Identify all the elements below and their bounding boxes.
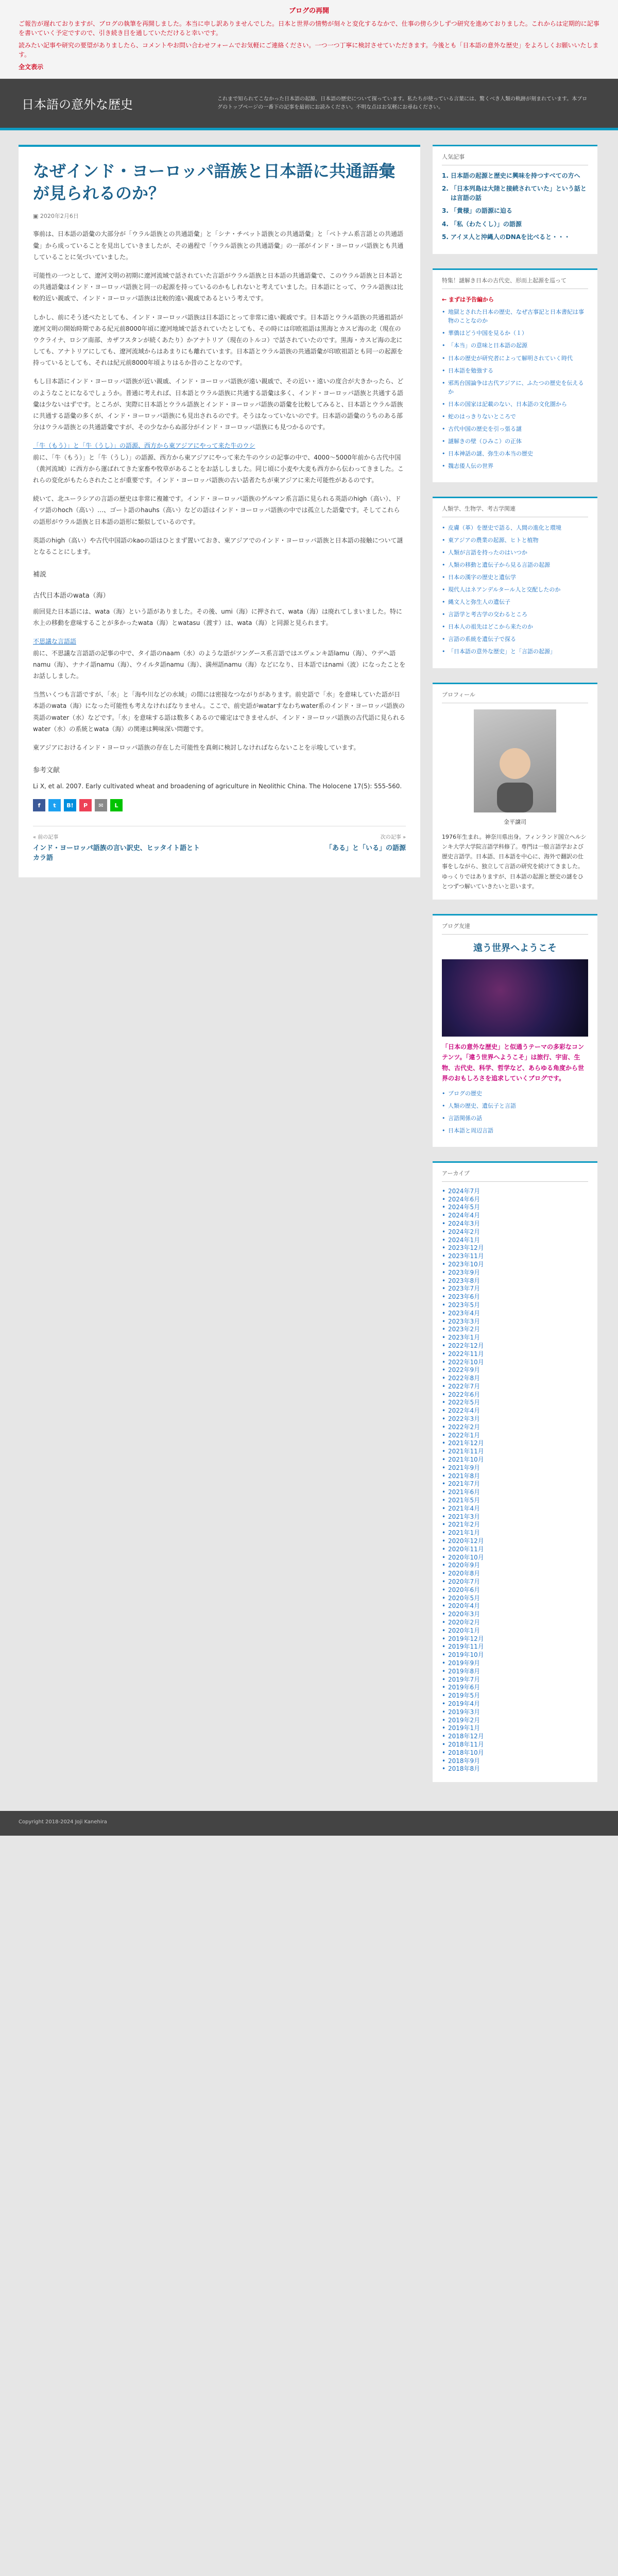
archive-item[interactable] (442, 1448, 588, 1455)
link-list (442, 1089, 588, 1135)
archive-item-link[interactable]: 2019年1月 (448, 1724, 480, 1732)
archive-item[interactable] (442, 1318, 588, 1326)
archive-item[interactable] (442, 1399, 588, 1406)
share-button[interactable]: B! (64, 799, 76, 811)
archive-item[interactable] (442, 1636, 588, 1643)
paragraph: もし日本語にインド・ヨーロッパ語族が近い親戚、インド・ヨーロッパ語族が遠い親戚で、その近い・遠いの度合が大きかったら、どのようなことになるでしょうか。普通に考えれば、日本語とウラル語族に共通する語彙は多く、インド・ヨーロッパ語族と共通する語彙は少ないはずです。ところが、実際に日本語とウラル語族とインド・ヨーロッパ語族の語彙を比較してみると、日本語とウラル語族に共通する語彙の多くが、インド・ヨーロッパ語族にも見出されるのです。そうはなっていないのです。日本語の語彙のうちのある部分はウラル語族との共通語彙ですが、その少なからぬ部分がインド・ヨーロッパ語族にも見つかるのです。 (33, 378, 404, 431)
archive-item[interactable] (442, 1237, 588, 1244)
archive-item-link[interactable]: 2019年11月 (448, 1643, 484, 1651)
archive-item[interactable] (442, 1326, 588, 1333)
widget-title: 特集！謎解き日本の古代史、形而上起源を巡って (442, 276, 588, 289)
paragraph-with-link (33, 636, 406, 682)
archive-item[interactable] (442, 1603, 588, 1610)
archive-item[interactable] (442, 1530, 588, 1537)
section-heading: 補説 (33, 571, 47, 579)
archive-item[interactable] (442, 1261, 588, 1268)
archive-item[interactable] (442, 1416, 588, 1423)
archive-item[interactable] (442, 1351, 588, 1358)
archive-item-link[interactable]: 2020年6月 (448, 1586, 480, 1594)
share-buttons (33, 799, 406, 811)
archive-item-link[interactable]: 2022年12月 (448, 1342, 484, 1349)
category-item-link[interactable]: 言語の系統を遺伝子で探る (448, 636, 516, 643)
archive-item[interactable] (442, 1766, 588, 1773)
recommend-item-link[interactable]: 謎解きの壁（ひみこ）の正体 (448, 437, 522, 445)
category-item[interactable] (442, 622, 588, 631)
popular-rank: 5. (442, 233, 449, 241)
archive-item[interactable] (442, 1725, 588, 1732)
recommend-item[interactable] (442, 329, 588, 337)
paragraph: 前に、「牛（もう）」と「牛（うし）」の語源、西方から東アジアにやって来た牛のウシの記事の中で、4000〜5000年前から古代中国（黄河流域）に西方から運ばれてきた家畜や牧草があることをお話ししました。同じ頃に小麦や大麦も西方から伝わってきました。これらの変化がもたらされたことが重要です。インド・ヨーロッパ語族の古い話者たちが東アジアに来た可能性があるのです。 (33, 453, 404, 484)
paragraph: 事前は、日本語の語彙の大部分が「ウラル語族との共通語彙」と「シナ・チベット語族との共通語彙」と「ベトナム系言語との共通語彙」から成っていることを見出していきましたが、その過程で「ウラル語族との共通語彙」の一部がインド・ヨーロッパ語族とも共通していることに気づいていました。 (33, 230, 404, 261)
recommend-item-link[interactable]: 華僑はどう中国を見るか（１） (448, 330, 527, 337)
reference: Li X, et al. 2007. Early cultivated wheat and broadening of agriculture in Neolithic China. The Holocene 17(5): 555-560. (33, 783, 402, 790)
archive-item-link[interactable]: 2022年8月 (448, 1375, 480, 1382)
archive-item-link[interactable]: 2021年11月 (448, 1448, 484, 1455)
archive-item[interactable] (442, 1440, 588, 1447)
archive-item[interactable] (442, 1701, 588, 1708)
friend-link-item[interactable] (442, 1126, 588, 1135)
archive-item-link[interactable]: 2021年12月 (448, 1439, 484, 1447)
archive-item[interactable] (442, 1343, 588, 1350)
clock-icon: ▣ (33, 213, 40, 220)
archive-item[interactable] (442, 1676, 588, 1684)
paragraph: 可能性の一つとして、遼河文明の初期に遼河流域で話されていた言語がウラル語族と日本語の共通語彙で、このウラル語族と日本語との共通語彙はインド・ヨーロッパ語族と同一の起源を持っているのかもしれないと考えていました。日本語にとって、ウラル語族は比較的近い親戚で、インド・ヨーロッパ語族は比較的遠い親戚であるという考えです。 (33, 272, 403, 302)
profile-bio: 1976年生まれ。神奈川県出身。フィンランド国立ヘルシンキ大学大学院言語学科修了。専門は一般言語学および歴史言語学。日本語、日本語を中心に、海外で翻訳の仕事をしながら、独立して言語の研究を続けてきました。ゆっくりではありますが、日本語の起源と歴史の謎をひとつずつ解いていきたいと思います。 (442, 833, 587, 890)
category-item[interactable] (442, 561, 588, 569)
post-body (33, 228, 406, 792)
category-item[interactable] (442, 573, 588, 582)
category-item-link[interactable]: 人類が言語を持ったのはいつか (448, 549, 527, 556)
archive-item[interactable] (442, 1611, 588, 1618)
article (19, 145, 420, 877)
recommend-item-link[interactable]: 魏志倭人伝の世界 (448, 462, 493, 469)
archive-item[interactable] (442, 1692, 588, 1700)
archive-item[interactable] (442, 1684, 588, 1691)
galaxy-image[interactable] (442, 959, 588, 1037)
archive-item[interactable] (442, 1456, 588, 1464)
archive-item[interactable] (442, 1302, 588, 1309)
category-item-link[interactable]: 皮膚（革）を歴史で語る、人間の進化と環境 (448, 524, 561, 531)
archive-item-link[interactable]: 2024年5月 (448, 1204, 480, 1211)
archive-item[interactable] (442, 1212, 588, 1219)
archive-item-link[interactable]: 2024年7月 (448, 1187, 480, 1195)
archive-item-link[interactable]: 2022年10月 (448, 1358, 484, 1366)
friend-link-item-link[interactable]: 人類の歴史、遺伝子と言語 (448, 1102, 516, 1109)
archive-item-link[interactable]: 2023年6月 (448, 1293, 480, 1301)
archive-item-link[interactable]: 2020年2月 (448, 1619, 480, 1626)
archive-item-link[interactable]: 2021年10月 (448, 1456, 484, 1464)
archive-item[interactable] (442, 1668, 588, 1675)
next-post[interactable] (325, 833, 406, 862)
archive-item-link[interactable]: 2020年12月 (448, 1537, 484, 1545)
archive-item[interactable] (442, 1709, 588, 1716)
archive-item-link[interactable]: 2019年4月 (448, 1700, 480, 1707)
archive-item-link[interactable]: 2020年1月 (448, 1626, 480, 1634)
archive-item-link[interactable]: 2022年11月 (448, 1350, 484, 1358)
popular-item[interactable] (442, 172, 588, 180)
archive-item-link[interactable]: 2019年2月 (448, 1716, 480, 1724)
category-item-link[interactable]: 人類の移動と遺伝子から見る言語の起源 (448, 562, 550, 569)
category-item[interactable] (442, 610, 588, 619)
notice-more-link[interactable]: 全文表示 (19, 63, 44, 71)
archive-item-link[interactable]: 2022年9月 (448, 1366, 480, 1374)
archive-item-link[interactable]: 2022年4月 (448, 1407, 480, 1415)
category-item[interactable] (442, 647, 588, 656)
archive-item-link[interactable]: 2023年9月 (448, 1268, 480, 1276)
share-button[interactable]: L (110, 799, 123, 811)
archive-item-link[interactable]: 2024年2月 (448, 1228, 480, 1235)
archive-item-link[interactable]: 2022年2月 (448, 1423, 480, 1431)
category-item[interactable] (442, 585, 588, 594)
recommend-list (442, 308, 588, 470)
archive-item-link[interactable]: 2018年9月 (448, 1757, 480, 1765)
archive-item[interactable] (442, 1643, 588, 1651)
archive-item-link[interactable]: 2021年8月 (448, 1472, 480, 1480)
category-item-link[interactable]: 日本人の祖先はどこから来たのか (448, 623, 533, 631)
popular-rank: 3. (442, 207, 449, 215)
archive-item[interactable] (442, 1562, 588, 1569)
archive-item[interactable] (442, 1424, 588, 1431)
sub-heading: 古代日本語のwata（海） (33, 592, 110, 600)
post-navigation (33, 826, 406, 862)
archive-item-link[interactable]: 2019年9月 (448, 1659, 480, 1667)
category-item-link[interactable]: 東アジアの農業の起源、ヒトと植物 (448, 537, 539, 544)
share-button[interactable]: f (33, 799, 45, 811)
archive-item[interactable] (442, 1392, 588, 1399)
site-title[interactable]: 日本語の意外な歴史 (22, 97, 133, 112)
archive-item[interactable] (442, 1652, 588, 1659)
archive-item-link[interactable]: 2020年3月 (448, 1611, 480, 1618)
references-heading: 参考文献 (33, 767, 60, 775)
notice-text: 読みたい記事や研究の要望がありましたら、コメントやお問い合わせフォームでお気軽にご連絡ください。一つ一つ丁寧に検討させていただきます。今後とも「日本語の意外な歴史」をよろしくお願いいたします。 (19, 42, 599, 58)
share-button[interactable]: P (79, 799, 92, 811)
archive-item-link[interactable]: 2019年10月 (448, 1651, 484, 1659)
archive-item-link[interactable]: 2024年3月 (448, 1219, 480, 1227)
archive-item[interactable] (442, 1285, 588, 1293)
archive-item-link[interactable]: 2019年5月 (448, 1692, 480, 1700)
archive-item[interactable] (442, 1733, 588, 1740)
widget-title: プロフィール (442, 690, 588, 703)
archive-item-link[interactable]: 2024年4月 (448, 1212, 480, 1219)
popular-link[interactable]: 日本語の起源と歴史に興味を持つすべての方へ (450, 172, 580, 179)
recommend-item[interactable] (442, 449, 588, 458)
archive-item[interactable] (442, 1196, 588, 1204)
recommend-item-link[interactable]: 古代中国の歴史を引っ張る謎 (448, 425, 522, 432)
archive-item[interactable] (442, 1408, 588, 1415)
archive-item[interactable] (442, 1489, 588, 1496)
paragraph: 当然いくつも言語ですが、「水」と「海や川などの水域」の間には密接なつながりがあります。前史語で「水」を意味していた語が日本語のwata（海）になった可能性も考えなければなりません。ここで、前史語がwatarすなわちwater系のインド・ヨーロッパ語族の英語のwater（水）などです。「水」を意味する語は数多くあるので確定はできませんが、インド・ヨーロッパ語族の古代語に見られるwater（水）の系統とwata（海）の関連は興味深い問題です。 (33, 691, 405, 733)
archive-item-link[interactable]: 2020年9月 (448, 1562, 480, 1569)
friend-link-item[interactable] (442, 1089, 588, 1098)
archive-item[interactable] (442, 1269, 588, 1277)
archive-item-link[interactable]: 2019年12月 (448, 1635, 484, 1642)
notice-banner (0, 0, 618, 79)
paragraph: しかし、前にそう述べたとしても、インド・ヨーロッパ語族は日本語にとって非常に遠い親戚です。日本語とウラル語族の共通祖語が遼河文明の開始時期である紀元前8000年頃に遼河地域で話されていたとしても、その時には印欧祖語は黒海とカスピ海の北（現在のウクライナ、ロシア南部、カザフスタンが続くあたり）かアナトリア（現在のトルコ）で話されていたのです。黒海・カスピ海の北にしても、アナトリアにしても、遼河流域からはあまりにも離れています。日本語とウラル語族の共通語彙が印欧祖語とも同一の起源を持っているとしても、それは紀元前8000年頃よりはるか昔のことなのです。 (33, 313, 403, 367)
archive-item[interactable] (442, 1473, 588, 1480)
prev-label: « 前の記事 (33, 835, 59, 841)
archive-item[interactable] (442, 1375, 588, 1382)
recommend-item-link[interactable]: 日本の国家は記載のない、日本語の文化圏から (448, 400, 567, 408)
archive-item[interactable] (442, 1628, 588, 1635)
category-item-link[interactable]: 現代人はネアンデルタール人と交配したのか (448, 586, 561, 594)
paragraph: 英語のhigh（高い）や古代中国語のkaoの語はひとまず置いておき、東アジアでのインド・ヨーロッパ語族と日本語の接触について謎となることにします。 (33, 536, 403, 555)
recommend-item[interactable] (442, 400, 588, 409)
archive-item-link[interactable]: 2021年2月 (448, 1521, 480, 1529)
archive-item[interactable] (442, 1554, 588, 1562)
archive-item[interactable] (442, 1359, 588, 1366)
archive-item-link[interactable]: 2022年3月 (448, 1415, 480, 1423)
next-label: 次の記事 » (380, 835, 406, 841)
archive-item-link[interactable]: 2023年2月 (448, 1326, 480, 1333)
archive-item-link[interactable]: 2022年6月 (448, 1391, 480, 1398)
archive-item-link[interactable]: 2018年11月 (448, 1740, 484, 1748)
category-item-link[interactable]: 「日本語の意外な歴史」と「言語の起源」 (448, 648, 556, 655)
popular-item[interactable] (442, 233, 588, 242)
notice-text: ご報告が遅れておりますが、ブログの執筆を再開しました。本当に申し訳ありませんでした。日本と世界の情勢が刻々と変化するなかで、仕事の傍ら少しずつ研究を進めておりました。これからは定期的に記事を書いていく予定ですので、引き続き目を通していただけると幸いです。 (19, 20, 599, 37)
archive-item-link[interactable]: 2023年3月 (448, 1317, 480, 1325)
archive-item-link[interactable]: 2023年5月 (448, 1301, 480, 1309)
recommend-item[interactable] (442, 366, 588, 375)
popular-widget (433, 145, 597, 254)
article-link[interactable]: 「牛（もう）」と「牛（うし）」の語源、西方から東アジアにやって来た牛のウシ (33, 442, 255, 450)
archive-item[interactable] (442, 1278, 588, 1285)
paragraph: 続いて、北ユーラシアの言語の歴史は非常に複雑です。インド・ヨーロッパ語族のゲルマン系言語に見られる英語のhigh（高い）、ドイツ語のhoch（高い）…、ゴート語のhauhs（高い）などの語はインド・ヨーロッパ語族の中では孤立した語彙です。そしてこれらの語形がウラル語族と日本語の語形に類似しているのです。 (33, 495, 401, 526)
archive-item-link[interactable]: 2021年4月 (448, 1504, 480, 1512)
notice-title: ブログの再開 (288, 7, 329, 15)
profile-photo (474, 709, 556, 812)
share-button[interactable]: ✉ (95, 799, 107, 811)
category-widget (433, 497, 597, 668)
archive-item[interactable] (442, 1245, 588, 1252)
archive-item-link[interactable]: 2023年11月 (448, 1252, 484, 1260)
post-title: なぜインド・ヨーロッパ語族と日本語に共通語彙が見られるのか？ (33, 161, 396, 204)
friend-link-item-link[interactable]: 言語関係の話 (448, 1114, 482, 1122)
popular-rank: 1. (442, 172, 449, 179)
category-item[interactable] (442, 548, 588, 557)
popular-link[interactable]: 「私（わたくし）」の語源 (450, 220, 522, 228)
popular-item[interactable] (442, 184, 588, 202)
archive-item-link[interactable]: 2018年12月 (448, 1733, 484, 1740)
recommend-item[interactable] (442, 412, 588, 421)
archive-item-link[interactable]: 2020年5月 (448, 1594, 480, 1602)
recommend-item-link[interactable]: 日本神話の謎、弥生の本当の歴史 (448, 450, 533, 457)
site-header (0, 79, 618, 130)
widget-title: ブログ友達 (442, 922, 588, 935)
archive-item[interactable] (442, 1521, 588, 1529)
archive-list (442, 1188, 588, 1773)
recommend-item[interactable] (442, 437, 588, 446)
archive-item[interactable] (442, 1595, 588, 1602)
friend-blog-text: 「日本の意外な歴史」と似通うテーマの多彩なコンテンツ。「違う世界へようこそ」は旅行、宇宙、生物、古代史、科学、哲学など、あらゆる角度から世界のおもしろさを追求していくブログです。 (442, 1043, 585, 1082)
copyright: Copyright 2018-2024 Joji Kanehira (19, 1819, 107, 1825)
widget-title: アーカイブ (442, 1169, 588, 1182)
widget-title: 人類学、生物学、考古学関連 (442, 504, 588, 517)
archive-item-link[interactable]: 2021年5月 (448, 1497, 480, 1504)
archive-item-link[interactable]: 2021年9月 (448, 1464, 480, 1471)
prev-title[interactable]: インド・ヨーロッパ語族の言い訳史、ヒッタイト語とトカラ語 (33, 844, 200, 862)
site-footer (0, 1811, 618, 1836)
popular-item[interactable] (442, 207, 588, 215)
archive-item-link[interactable]: 2020年7月 (448, 1578, 480, 1586)
sidebar (433, 145, 597, 1797)
archive-item[interactable] (442, 1587, 588, 1594)
archive-item-link[interactable]: 2024年1月 (448, 1236, 480, 1244)
archive-item-link[interactable]: 2023年12月 (448, 1244, 484, 1252)
archive-item[interactable] (442, 1294, 588, 1301)
popular-item[interactable] (442, 220, 588, 229)
friend-blog-title[interactable]: 遠う世界へようこそ (473, 943, 557, 954)
archive-item-link[interactable]: 2018年10月 (448, 1749, 484, 1756)
archive-item-link[interactable]: 2020年10月 (448, 1553, 484, 1561)
recommend-widget (433, 268, 597, 482)
category-item-link[interactable]: 縄文人と弥生人の遺伝子 (448, 599, 510, 606)
archive-item-link[interactable]: 2022年7月 (448, 1382, 480, 1390)
category-item-link[interactable]: 言語学と考古学の交わるところ (448, 611, 527, 618)
post-meta (33, 212, 406, 220)
friend-link-item-link[interactable]: ブログの歴史 (448, 1090, 482, 1097)
category-item[interactable] (442, 523, 588, 532)
recommend-item-link[interactable]: 日本の歴史が研究者によって解明されていく時代 (448, 354, 573, 362)
archive-item-link[interactable]: 2020年8月 (448, 1570, 480, 1578)
profile-widget (433, 683, 597, 900)
archive-item[interactable] (442, 1579, 588, 1586)
paragraph: 東アジアにおけるインド・ヨーロッパ語族の存在した可能性を真剣に検討しなければならないことを示唆しています。 (33, 743, 360, 751)
popular-link[interactable]: アイヌ人と沖縄人のDNAを比べると・・・ (450, 233, 571, 241)
paragraph: 前回見た日本語には、wata（海）という語がありました。その後、umi（海）に押されて、wata（海）は廃れてしまいました。特に水上の移動を意味することが多かったwata（海）とwatasu（渡す）は、wata（海）と同源と見られます。 (33, 608, 402, 627)
archive-item-link[interactable]: 2023年8月 (448, 1277, 480, 1284)
archive-item[interactable] (442, 1758, 588, 1765)
archive-item-link[interactable]: 2022年1月 (448, 1431, 480, 1439)
post-date: 2020年2月6日 (40, 213, 79, 220)
friend-link-item-link[interactable]: 日本語と周辺言語 (448, 1127, 493, 1134)
recommend-item[interactable] (442, 425, 588, 433)
category-item[interactable] (442, 536, 588, 545)
popular-rank: 2. (442, 185, 449, 193)
person-icon (487, 735, 543, 812)
archive-item-link[interactable]: 2021年3月 (448, 1513, 480, 1520)
prev-post[interactable] (33, 833, 203, 862)
archive-item[interactable] (442, 1741, 588, 1749)
archive-item[interactable] (442, 1253, 588, 1260)
profile-name: 金平譲司 (504, 818, 526, 825)
archive-item[interactable] (442, 1367, 588, 1374)
archive-item-link[interactable]: 2023年10月 (448, 1260, 484, 1268)
paragraph-with-link (33, 440, 406, 486)
paragraph: 前に、不思議な言語語の記事の中で、タイ語のnaam（水）のような語がツングース系言語ではエヴェンキ語lamu（海）、ウデヘ語namu（海）、ナナイ語namu（海）、ウイルタ語namu（海）、満州語namu（海）などになり、日本語ではnami（波）になったことをお話ししました。 (33, 649, 406, 680)
recommend-item-link[interactable]: 蛇のはっきりないところで (448, 413, 516, 420)
category-item[interactable] (442, 635, 588, 643)
archive-item-link[interactable]: 2021年6月 (448, 1488, 480, 1496)
archive-item-link[interactable]: 2019年3月 (448, 1708, 480, 1716)
archive-item[interactable] (442, 1465, 588, 1472)
friend-link-item[interactable] (442, 1114, 588, 1123)
popular-link[interactable]: 「日本列島は大陸と接続されていた」という話とは言語の話 (450, 185, 587, 201)
archive-item-link[interactable]: 2024年6月 (448, 1195, 480, 1203)
archive-item-link[interactable]: 2023年7月 (448, 1285, 480, 1293)
archive-item-link[interactable]: 2023年4月 (448, 1309, 480, 1317)
archive-widget (433, 1161, 597, 1782)
archive-item[interactable] (442, 1497, 588, 1504)
archive-item-link[interactable]: 2020年4月 (448, 1602, 480, 1610)
archive-item[interactable] (442, 1505, 588, 1513)
friend-blog-widget (433, 914, 597, 1147)
recommend-item-link[interactable]: 邪馬台国論争は古代アジアに、ふたつの歴史を伝えるか (448, 379, 584, 395)
popular-link[interactable]: 「貴様」の語源に迫る (450, 207, 512, 215)
archive-item[interactable] (442, 1717, 588, 1724)
recommend-item[interactable] (442, 341, 588, 350)
recommend-item-link[interactable]: 「本当」の意味と日本語の起源 (448, 342, 527, 349)
widget-title: 人気記事 (442, 152, 588, 165)
archive-item[interactable] (442, 1538, 588, 1545)
archive-item[interactable] (442, 1204, 588, 1211)
archive-item[interactable] (442, 1221, 588, 1228)
popular-list (442, 172, 588, 242)
archive-item[interactable] (442, 1570, 588, 1578)
category-list (442, 523, 588, 656)
popular-rank: 4. (442, 220, 449, 228)
friend-link-item[interactable] (442, 1101, 588, 1110)
archive-item[interactable] (442, 1546, 588, 1553)
next-title[interactable]: 「ある」と「いる」の語源 (325, 844, 406, 853)
archive-item-link[interactable]: 2023年1月 (448, 1334, 480, 1342)
category-item[interactable] (442, 598, 588, 606)
archive-item[interactable] (442, 1660, 588, 1667)
archive-item-link[interactable]: 2022年5月 (448, 1399, 480, 1406)
recommend-item[interactable] (442, 379, 588, 396)
archive-item-link[interactable]: 2020年11月 (448, 1545, 484, 1553)
article-link[interactable]: 不思議な言語語 (33, 638, 77, 646)
archive-item[interactable] (442, 1514, 588, 1521)
archive-item[interactable] (442, 1229, 588, 1236)
share-button[interactable]: t (48, 799, 61, 811)
category-item-link[interactable]: 日本の漢字の歴史と遺伝学 (448, 574, 516, 581)
recommend-note: ← まずは予告編から (442, 296, 494, 303)
archive-item[interactable] (442, 1310, 588, 1317)
archive-item-link[interactable]: 2018年8月 (448, 1765, 480, 1773)
archive-item[interactable] (442, 1188, 588, 1195)
archive-item-link[interactable]: 2021年7月 (448, 1480, 480, 1488)
recommend-item[interactable] (442, 462, 588, 470)
recommend-item-link[interactable]: 地獄とされた日本の歴史、なぜ古事記と日本書紀は事物のことなのか (448, 309, 584, 325)
recommend-item-link[interactable]: 日本語を勉強する (448, 367, 493, 374)
archive-item[interactable] (442, 1432, 588, 1439)
recommend-item[interactable] (442, 354, 588, 363)
archive-item-link[interactable]: 2019年8月 (448, 1667, 480, 1675)
recommend-item[interactable] (442, 308, 588, 325)
archive-item[interactable] (442, 1334, 588, 1342)
site-tagline: これまで知られてこなかった日本語の起源、日本語の歴史について探っています。私たちが使っている言葉には、驚くべき人類の軌跡が刻まれています。本ブログのトップページの一番下の記事を最初にお読みください。不明な点はお気軽にお尋ねください。 (217, 96, 588, 110)
archive-item[interactable] (442, 1481, 588, 1488)
main-content (19, 145, 420, 1797)
archive-item[interactable] (442, 1750, 588, 1757)
archive-item-link[interactable]: 2019年6月 (448, 1684, 480, 1691)
archive-item-link[interactable]: 2021年1月 (448, 1529, 480, 1537)
archive-item-link[interactable]: 2019年7月 (448, 1675, 480, 1683)
archive-item[interactable] (442, 1619, 588, 1626)
archive-item[interactable] (442, 1383, 588, 1391)
